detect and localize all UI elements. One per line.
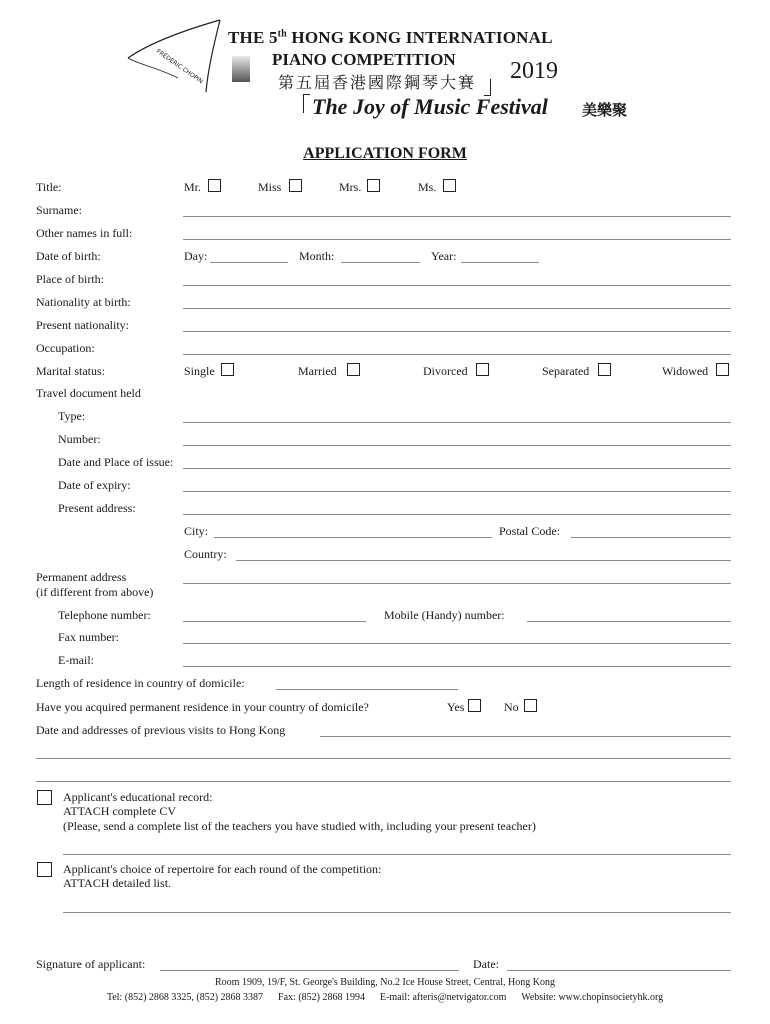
competition-chinese-title: 第五屆香港國際鋼琴大賽 [278, 73, 477, 92]
title-opt-ms: Ms. [418, 180, 437, 194]
mobile-field[interactable] [527, 621, 731, 622]
dob-year-label: Year: [431, 249, 457, 263]
edu-attach-cv: ATTACH complete CV [63, 804, 177, 818]
previous-visits-field-line3[interactable] [36, 781, 731, 782]
footer-contact: Tel: (852) 2868 3325, (852) 2868 3387 Fax: (852) 2868 1994 E-mail: afteris@netvigator.com Website: www.chopinsocietyhk.org [106, 992, 664, 1003]
present-address-label: Present address: [58, 501, 136, 515]
telephone-label: Telephone number: [58, 608, 151, 622]
title-opt-mr: Mr. [184, 180, 202, 194]
dob-month-label: Month: [299, 249, 335, 263]
checkbox-single[interactable] [221, 363, 234, 376]
marital-opt-separated: Separated [542, 364, 590, 378]
fax-label: Fax number: [58, 630, 119, 644]
yes-label: Yes [447, 700, 465, 714]
doc-number-label: Number: [58, 432, 101, 446]
other-names-label: Other names in full: [36, 226, 133, 240]
other-names-field[interactable] [183, 239, 731, 240]
dob-year-field[interactable] [461, 262, 539, 263]
occupation-field[interactable] [183, 354, 731, 355]
nationality-birth-field[interactable] [183, 308, 731, 309]
city-label: City: [184, 524, 209, 538]
date-label: Date: [473, 957, 499, 971]
title-opt-miss: Miss [258, 180, 282, 194]
signature-field[interactable] [160, 970, 459, 971]
marital-opt-divorced: Divorced [423, 364, 468, 378]
marital-label: Marital status: [36, 364, 105, 378]
doc-type-label: Type: [58, 409, 86, 423]
marital-opt-widowed: Widowed [662, 364, 709, 378]
checkbox-repertoire[interactable] [37, 862, 52, 877]
competition-year: 2019 [510, 58, 558, 84]
checkbox-miss[interactable] [289, 179, 302, 192]
surname-field[interactable] [183, 216, 731, 217]
edu-record-label: Applicant's educational record: [63, 790, 213, 804]
date-place-issue-field[interactable] [183, 468, 731, 469]
surname-label: Surname: [36, 203, 82, 217]
checkbox-yes[interactable] [468, 699, 481, 712]
competition-title: THE 5th HONG KONG INTERNATIONAL [228, 28, 553, 47]
dob-month-field[interactable] [341, 262, 420, 263]
checkbox-divorced[interactable] [476, 363, 489, 376]
country-label: Country: [184, 547, 227, 561]
previous-visits-field-line2[interactable] [36, 758, 731, 759]
present-address-field[interactable] [183, 514, 731, 515]
marital-opt-married: Married [298, 364, 337, 378]
previous-visits-label: Date and addresses of previous visits to Hong Kong [36, 723, 286, 737]
permanent-address-label: Permanent address [36, 570, 127, 584]
marital-opt-single: Single [184, 364, 215, 378]
email-label: E-mail: [58, 653, 94, 667]
present-nationality-field[interactable] [183, 331, 731, 332]
country-field[interactable] [236, 560, 731, 561]
checkbox-educational-record[interactable] [37, 790, 52, 805]
competition-logo [118, 14, 228, 104]
checkbox-married[interactable] [347, 363, 360, 376]
permanent-address-field[interactable] [183, 583, 731, 584]
form-title: APPLICATION FORM [303, 145, 467, 162]
doc-number-field[interactable] [183, 445, 731, 446]
date-place-issue-label: Date and Place of issue: [58, 455, 174, 469]
checkbox-separated[interactable] [598, 363, 611, 376]
present-nationality-label: Present nationality: [36, 318, 129, 332]
postal-code-field[interactable] [571, 537, 731, 538]
title-label: Title: [36, 180, 62, 194]
permanent-address-note: (if different from above) [36, 585, 154, 599]
place-of-birth-label: Place of birth: [36, 272, 104, 286]
checkbox-no[interactable] [524, 699, 537, 712]
date-field[interactable] [507, 970, 731, 971]
telephone-field[interactable] [183, 621, 366, 622]
previous-visits-field[interactable] [320, 736, 731, 737]
checkbox-ms[interactable] [443, 179, 456, 192]
fax-field[interactable] [183, 643, 731, 644]
place-of-birth-field[interactable] [183, 285, 731, 286]
mobile-label: Mobile (Handy) number: [384, 608, 505, 622]
repertoire-label: Applicant's choice of repertoire for each round of the competition: [63, 862, 382, 876]
dob-label: Date of birth: [36, 249, 101, 263]
expiry-label: Date of expiry: [58, 478, 131, 492]
occupation-label: Occupation: [36, 341, 95, 355]
festival-title: The Joy of Music Festival [312, 94, 548, 119]
bracket-decoration [303, 94, 310, 113]
title-opt-mrs: Mrs. [339, 180, 362, 194]
no-label: No [504, 700, 519, 714]
competition-subtitle: PIANO COMPETITION [272, 50, 456, 69]
checkbox-mr[interactable] [208, 179, 221, 192]
dob-day-field[interactable] [210, 262, 288, 263]
perm-residence-question: Have you acquired permanent residence in your country of domicile? [36, 700, 369, 714]
expiry-field[interactable] [183, 491, 731, 492]
footer-address: Room 1909, 19/F, St. George's Building, No.2 Ice House Street, Central, Hong Kong [215, 977, 555, 988]
postal-code-label: Postal Code: [499, 524, 561, 538]
email-field[interactable] [183, 666, 731, 667]
festival-chinese-title: 美樂聚 [582, 101, 628, 119]
travel-doc-label: Travel document held [36, 386, 141, 400]
dob-day-label: Day: [184, 249, 208, 263]
logo-text: FRÉDÉRIC CHOPIN [154, 47, 205, 86]
city-field[interactable] [214, 537, 492, 538]
residence-length-label: Length of residence in country of domicile: [36, 676, 245, 690]
logo-piano-mark [232, 56, 250, 82]
repertoire-field[interactable] [63, 912, 731, 913]
edu-teachers-note: (Please, send a complete list of the teachers you have studied with, including your present teacher) [63, 819, 536, 833]
edu-record-field[interactable] [63, 854, 731, 855]
doc-type-field[interactable] [183, 422, 731, 423]
repertoire-attach: ATTACH detailed list. [63, 876, 172, 890]
signature-label: Signature of applicant: [36, 957, 146, 971]
checkbox-widowed[interactable] [716, 363, 729, 376]
nationality-birth-label: Nationality at birth: [36, 295, 131, 309]
residence-length-field[interactable] [276, 689, 458, 690]
checkbox-mrs[interactable] [367, 179, 380, 192]
